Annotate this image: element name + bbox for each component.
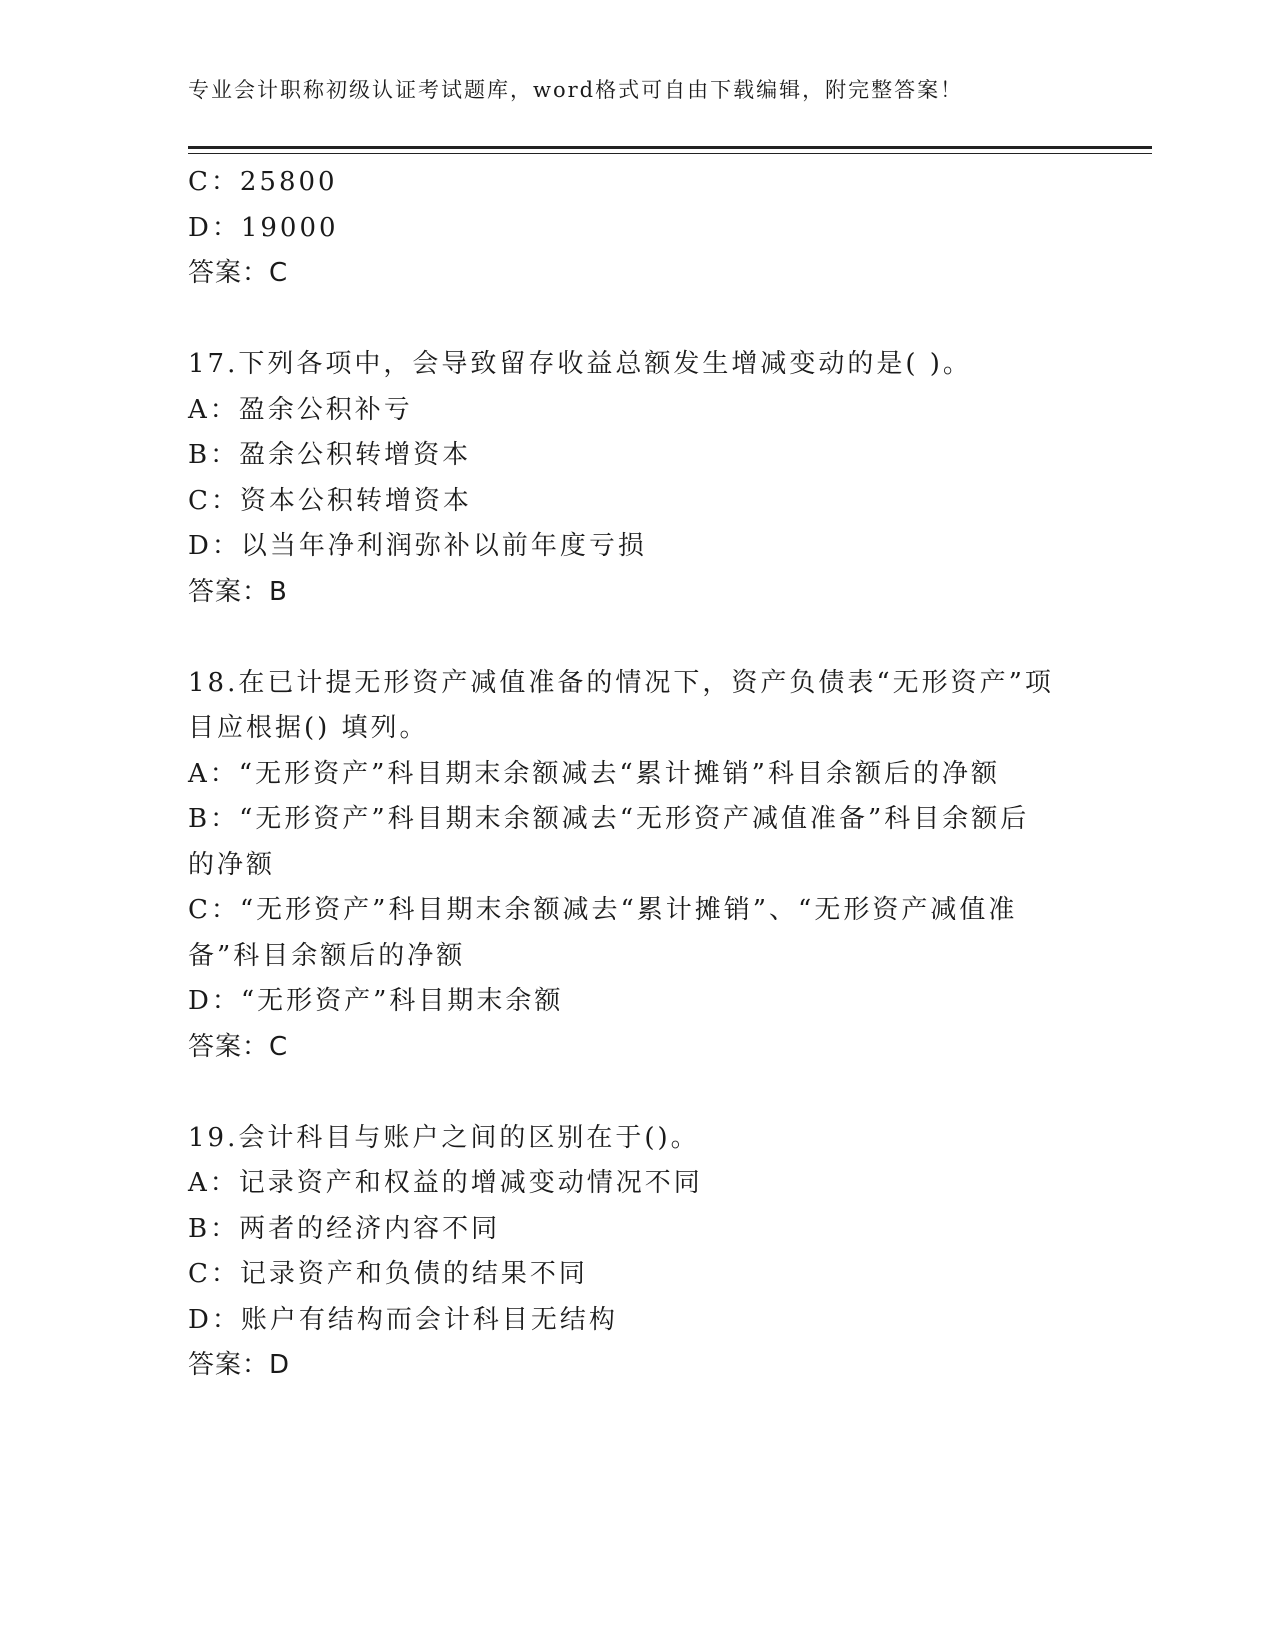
option-c: C：25800 xyxy=(188,167,338,197)
option-b-continued: 的净额 xyxy=(188,849,276,880)
option-c: C：“无形资产”科目期末余额减去“累计摊销”、“无形资产减值准 xyxy=(188,895,1018,925)
answer-line: 答案：D xyxy=(188,1350,291,1380)
answer-line: 答案：C xyxy=(188,258,289,288)
header-divider-thick xyxy=(188,146,1152,149)
question-stem: 18.在已计提无形资产减值准备的情况下，资产负债表“无形资产”项 xyxy=(188,667,1054,698)
option-d: D：以当年净利润弥补以前年度亏损 xyxy=(188,531,647,561)
question-stem-continued: 目应根据() 填列。 xyxy=(188,713,429,743)
option-a: A：记录资产和权益的增减变动情况不同 xyxy=(188,1168,703,1198)
option-d: D：账户有结构而会计科目无结构 xyxy=(188,1304,618,1335)
option-d: D：19000 xyxy=(188,212,339,243)
header-divider-thin xyxy=(188,153,1152,154)
spacer xyxy=(188,1070,1088,1116)
spacer xyxy=(188,297,1088,343)
answer-line: 答案：B xyxy=(188,576,288,607)
page-header: 专业会计职称初级认证考试题库，word格式可自由下载编辑，附完整答案！ xyxy=(188,78,964,102)
option-b: B：“无形资产”科目期末余额减去“无形资产减值准备”科目余额后 xyxy=(188,804,1030,834)
option-d: D：“无形资产”科目期末余额 xyxy=(188,986,564,1016)
question-17 xyxy=(188,342,1088,615)
question-16-continuation xyxy=(188,160,1088,297)
document-body xyxy=(188,160,1088,1389)
question-18 xyxy=(188,661,1088,1071)
answer-line: 答案：C xyxy=(188,1031,289,1062)
option-b: B：两者的经济内容不同 xyxy=(188,1213,501,1244)
option-b: B：盈余公积转增资本 xyxy=(188,440,472,470)
option-a: A：盈余公积补亏 xyxy=(188,394,413,425)
question-stem: 19.会计科目与账户之间的区别在于()。 xyxy=(188,1122,700,1153)
option-c: C：资本公积转增资本 xyxy=(188,485,472,516)
option-a: A：“无形资产”科目期末余额减去“累计摊销”科目余额后的净额 xyxy=(188,758,1000,789)
spacer xyxy=(188,615,1088,661)
option-c: C：记录资产和负债的结果不同 xyxy=(188,1259,588,1289)
option-c-continued: 备”科目余额后的净额 xyxy=(188,940,466,971)
question-19 xyxy=(188,1116,1088,1389)
question-stem: 17.下列各项中，会导致留存收益总额发生增减变动的是( )。 xyxy=(188,349,972,379)
